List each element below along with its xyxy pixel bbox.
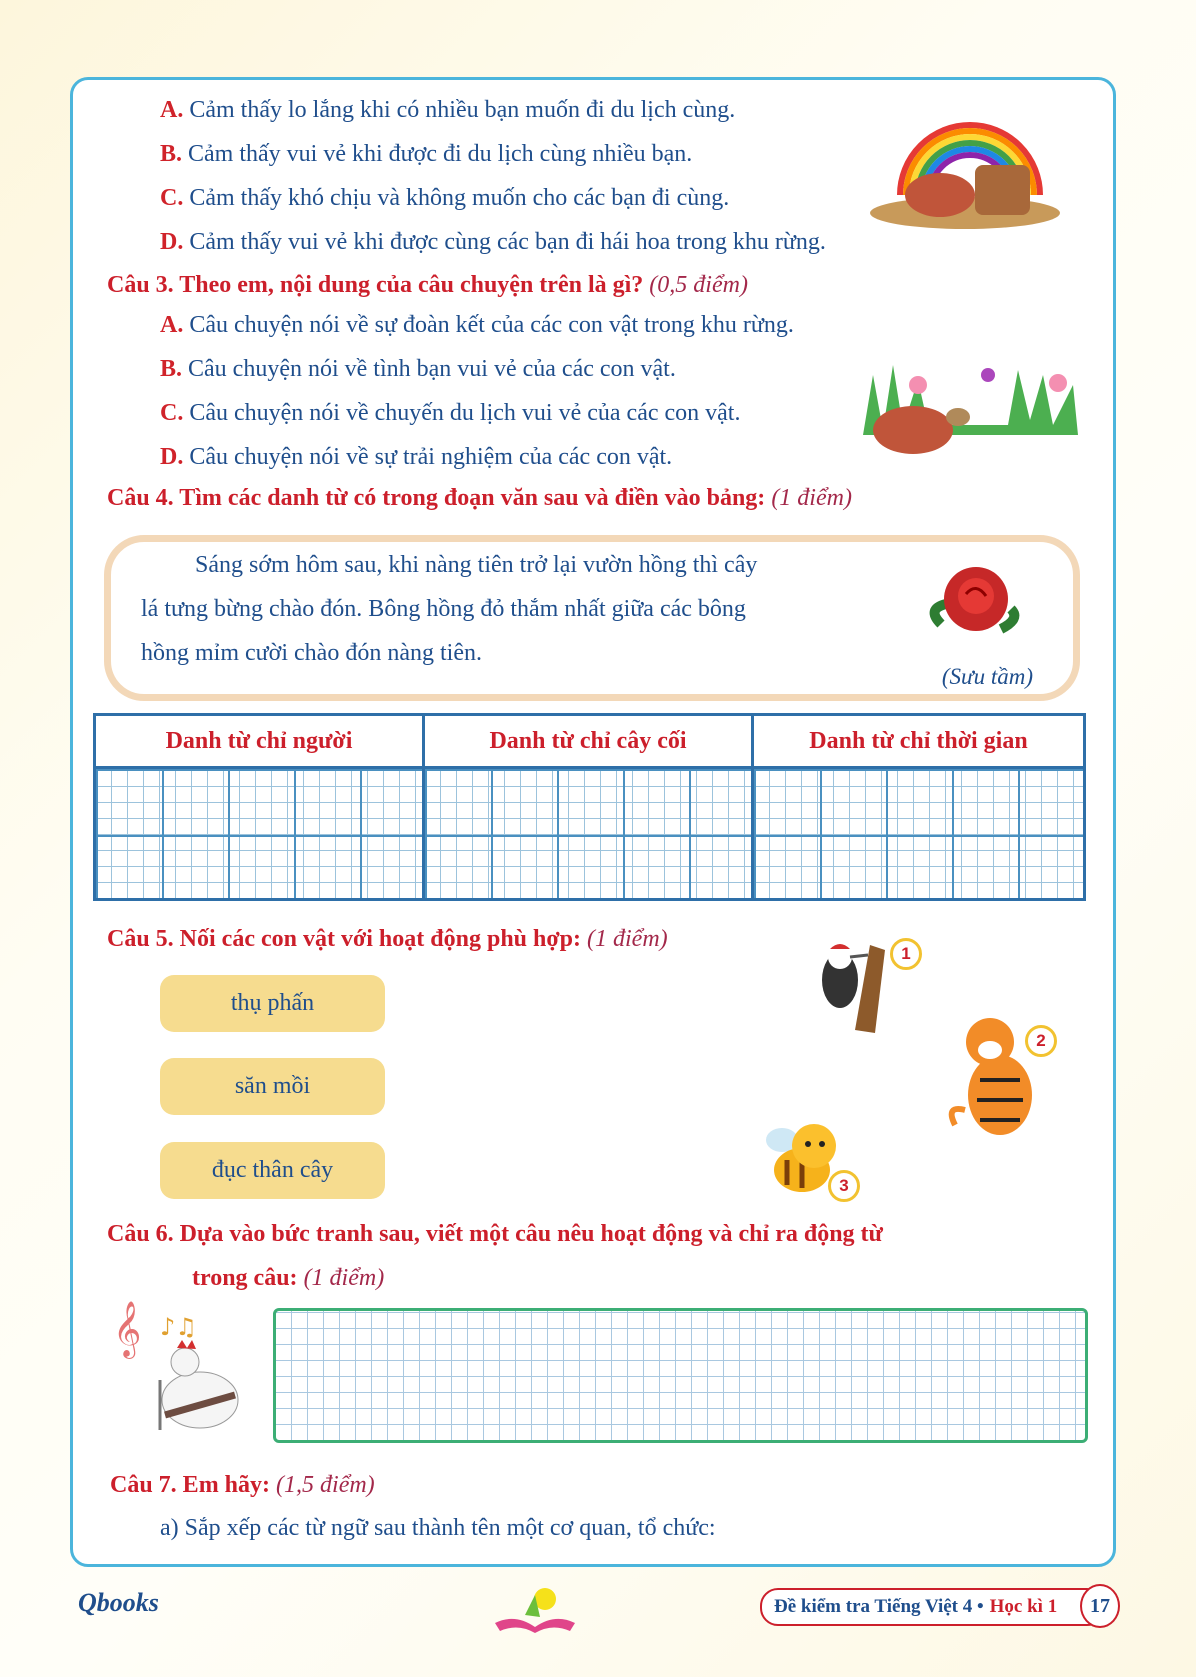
page-number: 17 <box>1080 1584 1120 1628</box>
passage-line: hồng mỉm cười chào đón nàng tiên. <box>141 640 482 666</box>
question-text: Câu 4. Tìm các danh từ có trong đoạn văn sau và điền vào bảng: <box>107 485 766 511</box>
logo-text: Qbooks <box>78 1588 159 1617</box>
turtle-grass-illustration <box>858 355 1083 465</box>
question-text: Câu 3. Theo em, nội dung của câu chuyện trên là gì? <box>107 272 644 298</box>
column-header-plants: Danh từ chỉ cây cối <box>425 716 754 769</box>
option-letter: C. <box>160 185 184 211</box>
option-text: Câu chuyện nói về chuyến du lịch vui vẻ của các con vật. <box>189 400 741 426</box>
writing-area[interactable] <box>273 1308 1088 1443</box>
q2-option-c <box>160 185 729 212</box>
option-text: Cảm thấy vui vẻ khi được đi du lịch cùng nhiều bạn. <box>188 141 693 167</box>
book-title: Đề kiểm tra Tiếng Việt 4 • <box>774 1596 984 1617</box>
publisher-logo <box>78 1588 159 1618</box>
question-4-title <box>107 485 852 512</box>
passage-line: Sáng sớm hôm sau, khi nàng tiên trở lại vườn hồng thì cây <box>195 552 758 578</box>
question-text: Câu 5. Nối các con vật với hoạt động phù hợp: <box>107 926 581 952</box>
svg-text:𝄞: 𝄞 <box>113 1301 142 1357</box>
q3-option-d <box>160 444 672 471</box>
column-header-people: Danh từ chỉ người <box>96 716 425 769</box>
option-letter: A. <box>160 312 184 338</box>
question-6-title-cont <box>192 1265 384 1292</box>
noun-table <box>93 713 1086 901</box>
activity-peck-tree[interactable]: đục thân cây <box>160 1142 385 1199</box>
question-points: (1 điểm) <box>587 926 668 952</box>
q3-option-a <box>160 312 794 339</box>
option-text: Cảm thấy khó chịu và không muốn cho các bạn đi cùng. <box>189 185 730 211</box>
activity-pollinate[interactable]: thụ phấn <box>160 975 385 1032</box>
option-text: Cảm thấy vui vẻ khi được cùng các bạn đi hái hoa trong khu rừng. <box>189 229 826 255</box>
question-6-title <box>107 1221 883 1248</box>
option-text: Cảm thấy lo lắng khi có nhiều bạn muốn đi du lịch cùng. <box>189 97 736 123</box>
woodpecker-icon[interactable] <box>800 935 895 1035</box>
q2-option-a <box>160 97 735 124</box>
question-7-title <box>110 1472 375 1499</box>
term-label: Học kì 1 <box>989 1596 1058 1617</box>
question-text: Câu 6. Dựa vào bức tranh sau, viết một câu nêu hoạt động và chỉ ra động từ <box>107 1221 883 1247</box>
book-logo-icon <box>490 1585 580 1635</box>
animal-number-1: 1 <box>890 938 922 970</box>
question-text: Câu 7. Em hãy: <box>110 1472 271 1498</box>
q2-option-b <box>160 141 692 168</box>
q3-option-c <box>160 400 740 427</box>
question-text: trong câu: <box>192 1265 298 1291</box>
footer-book-title <box>760 1588 1105 1626</box>
answer-cell-plants[interactable] <box>425 769 754 898</box>
option-letter: C. <box>160 400 184 426</box>
question-points: (1 điểm) <box>303 1265 385 1291</box>
rainbow-turtle-illustration <box>865 85 1080 230</box>
q2-option-d <box>160 229 826 256</box>
option-text: Câu chuyện nói về sự trải nghiệm của các con vật. <box>189 444 673 470</box>
question-points: (0,5 điểm) <box>649 272 748 298</box>
option-text: Câu chuyện nói về tình bạn vui vẻ của các con vật. <box>188 356 676 382</box>
option-letter: D. <box>160 444 184 470</box>
rose-icon <box>921 554 1031 654</box>
passage-source: (Sưu tầm) <box>941 664 1033 689</box>
question-5-title <box>107 926 668 953</box>
question-points: (1 điểm) <box>771 485 852 511</box>
option-letter: B. <box>160 356 183 382</box>
answer-cell-time[interactable] <box>754 769 1083 898</box>
column-header-time: Danh từ chỉ thời gian <box>754 716 1083 769</box>
passage-line: lá tưng bừng chào đón. Bông hồng đỏ thắm nhất giữa các bông <box>141 596 746 622</box>
singing-rooster-illustration <box>105 1290 250 1445</box>
q3-option-b <box>160 356 676 383</box>
activity-hunt[interactable]: săn mồi <box>160 1058 385 1115</box>
answer-cell-people[interactable] <box>96 769 425 898</box>
question-3-title <box>107 272 748 299</box>
question-7-part-a: a) Sắp xếp các từ ngữ sau thành tên một cơ quan, tổ chức: <box>160 1515 716 1541</box>
option-text: Câu chuyện nói về sự đoàn kết của các con vật trong khu rừng. <box>189 312 794 338</box>
option-letter: B. <box>160 141 183 167</box>
option-letter: D. <box>160 229 184 255</box>
animal-number-2: 2 <box>1025 1025 1057 1057</box>
question-points: (1,5 điểm) <box>276 1472 375 1498</box>
animal-number-3: 3 <box>828 1170 860 1202</box>
passage-box <box>104 535 1080 701</box>
option-letter: A. <box>160 97 184 123</box>
svg-text:♪♫: ♪♫ <box>160 1313 197 1341</box>
